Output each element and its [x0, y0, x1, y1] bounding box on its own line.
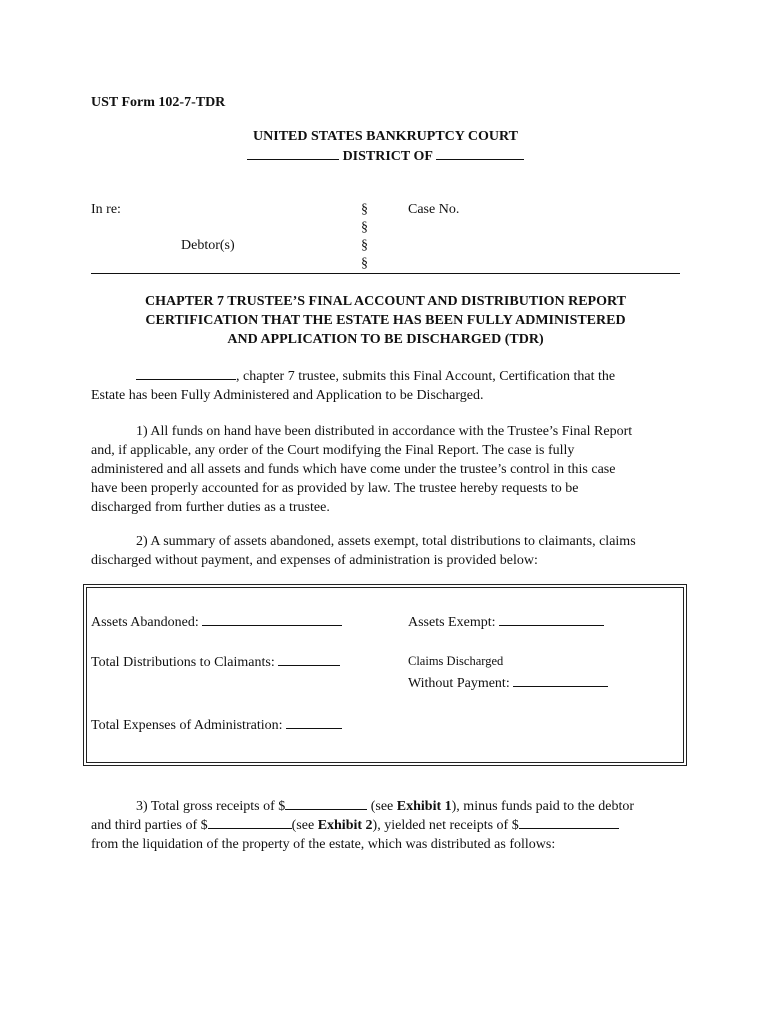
total-distributions-row [91, 653, 340, 671]
court-name: UNITED STATES BANKRUPTCY COURT [253, 129, 518, 144]
para3-text-6: ), yielded net receipts of $ [372, 818, 519, 833]
para3-text-1: 3) Total gross receipts of $ [136, 799, 286, 814]
form-id: UST Form 102-7-TDR [91, 95, 226, 110]
assets-exempt-label: Assets Exempt: [408, 615, 496, 630]
intro-line1: , chapter 7 trustee, submits this Final Account, Certification that the [236, 369, 616, 384]
paragraph-1 [91, 422, 681, 517]
district-label: DISTRICT OF [342, 149, 433, 164]
para3-text-2: (see [367, 799, 397, 814]
total-distributions-field[interactable] [278, 653, 340, 666]
assets-exempt-field[interactable] [499, 613, 604, 626]
district-blank-left[interactable] [247, 147, 339, 160]
without-payment-label: Without Payment: [408, 676, 510, 691]
case-no-label: Case No. [408, 202, 460, 217]
para1-line5: discharged from further duties as a trustee. [91, 500, 330, 515]
section-symbol: § [361, 220, 368, 235]
intro-line2: Estate has been Fully Administered and Application to be Discharged. [91, 388, 484, 403]
doc-title-line3: AND APPLICATION TO BE DISCHARGED (TDR) [227, 332, 544, 347]
exhibit-2-ref: Exhibit 2 [317, 818, 373, 833]
para3-text-4: and third parties of $ [91, 818, 208, 833]
in-re-label: In re: [91, 202, 121, 217]
assets-abandoned-row [91, 613, 342, 631]
para1-line3: administered and all assets and funds which have come under the trustee’s control in this case [91, 462, 616, 477]
para3-text-5: (see [291, 818, 318, 833]
debtor-label: Debtor(s) [181, 238, 235, 253]
para1-line4: have been properly accounted for as provided by law. The trustee hereby requests to be [91, 481, 579, 496]
para2-line1: 2) A summary of assets abandoned, assets exempt, total distributions to claimants, claims [136, 534, 636, 549]
district-blank-right[interactable] [436, 147, 524, 160]
para3-line3: from the liquidation of the property of the estate, which was distributed as follows: [91, 837, 556, 852]
para1-line1: 1) All funds on hand have been distributed in accordance with the Trustee’s Final Report [136, 424, 633, 439]
total-distributions-label: Total Distributions to Claimants: [91, 655, 275, 670]
section-symbol: § [361, 238, 368, 253]
para3-text-3: ), minus funds paid to the debtor [451, 799, 635, 814]
assets-exempt-row [408, 613, 604, 631]
third-party-funds-field[interactable] [208, 816, 292, 829]
section-symbol: § [361, 256, 368, 271]
paragraph-3 [91, 797, 681, 854]
caption-rule [91, 273, 680, 274]
paragraph-2 [91, 532, 681, 570]
exhibit-1-ref: Exhibit 1 [396, 799, 452, 814]
gross-receipts-field[interactable] [285, 797, 367, 810]
section-symbol: § [361, 202, 368, 217]
assets-abandoned-field[interactable] [202, 613, 342, 626]
net-receipts-field[interactable] [519, 816, 619, 829]
intro-paragraph [91, 367, 681, 405]
claims-discharged-label: Claims Discharged [408, 654, 504, 668]
without-payment-row [408, 674, 608, 692]
para1-line2: and, if applicable, any order of the Court modifying the Final Report. The case is fully [91, 443, 575, 458]
para2-line2: discharged without payment, and expenses of administration is provided below: [91, 553, 538, 568]
total-expenses-field[interactable] [286, 716, 342, 729]
doc-title-line1: CHAPTER 7 TRUSTEE’S FINAL ACCOUNT AND DISTRIBUTION REPORT [145, 294, 626, 309]
doc-title-line2: CERTIFICATION THAT THE ESTATE HAS BEEN FULLY ADMINISTERED [145, 313, 626, 328]
total-expenses-row [91, 716, 342, 734]
district-line [91, 147, 680, 165]
trustee-name-blank[interactable] [136, 367, 236, 380]
without-payment-field[interactable] [513, 674, 608, 687]
assets-abandoned-label: Assets Abandoned: [91, 615, 199, 630]
total-expenses-label: Total Expenses of Administration: [91, 718, 283, 733]
